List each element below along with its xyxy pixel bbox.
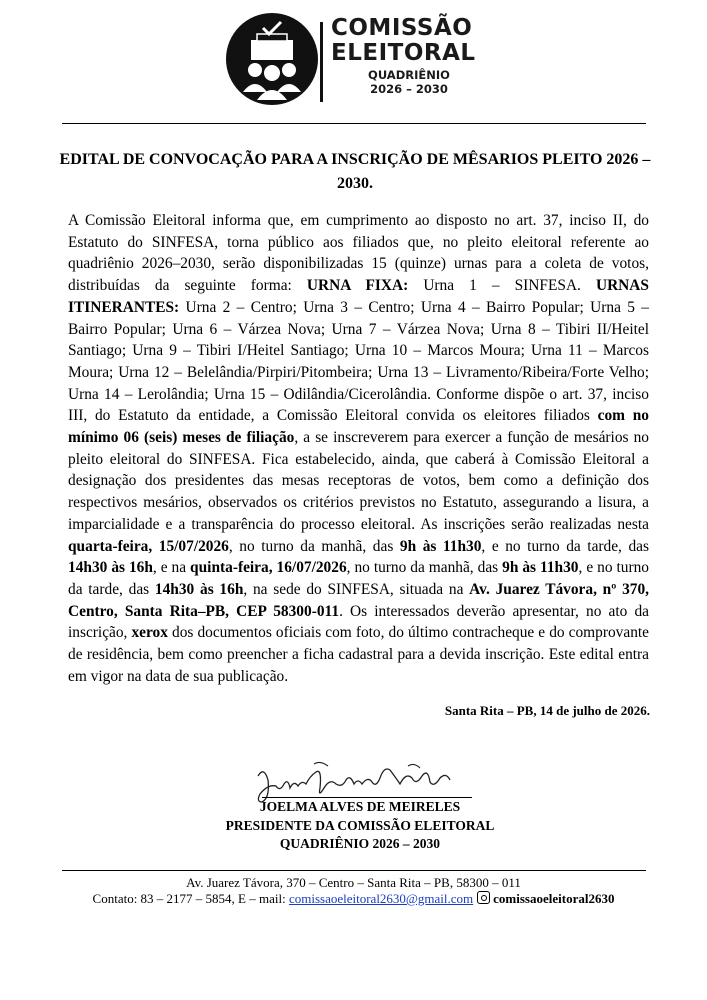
org-line2: ELEITORAL xyxy=(331,40,476,66)
email-link[interactable]: comissaoeleitoral2630@gmail.com xyxy=(288,891,474,906)
document-title: EDITAL DE CONVOCAÇÃO PARA A INSCRIÇÃO DE MÊSARIOS PLEITO 2026 – 2030. xyxy=(59,151,651,192)
footer-address: Av. Juarez Távora, 370 – Centro – Santa Rita – PB, 58300 – 011 xyxy=(186,875,521,890)
org-sub1: QUADRIÊNIO xyxy=(368,68,450,82)
body-bold: 9h às 11h30 xyxy=(502,559,579,577)
signature-block xyxy=(160,798,560,854)
body-bold: quinta-feira, 16/07/2026 xyxy=(190,559,347,577)
body-text: , e na xyxy=(152,559,191,577)
body-bold: 14h30 às 16h xyxy=(68,559,153,577)
footer-contact-prefix: Contato: 83 – 2177 – 5854, E – mail: xyxy=(92,891,289,906)
body-bold: xerox xyxy=(131,624,168,642)
body-text: , e no turno da tarde, das xyxy=(481,537,649,555)
org-sub2: 2026 – 2030 xyxy=(370,82,448,96)
body-text: , na sede do SINFESA, situada na xyxy=(243,580,470,598)
body-text: Urna 1 – SINFESA. xyxy=(408,277,596,295)
body-bold: URNA FIXA: xyxy=(306,277,409,295)
body-text: , a se inscreverem para exercer a função de mesários no pleito eleitoral do SINFESA. Fica estabelecido, ainda, que caberá à Comissão Eleitoral a designação dos presidentes das mesas receptoras de votos, bem como a definição dos respectivos mesários, observados os critérios previstos no Estatuto, assegurando a lisura, a imparcialidade e a transparência do processo eleitoral. As inscrições serão realizadas nesta xyxy=(68,429,650,533)
body-bold: 14h30 às 16h xyxy=(154,580,244,598)
body-text: , e no turno da tarde, das xyxy=(68,559,649,598)
footer-rule xyxy=(62,870,646,871)
body-bold: 9h às 11h30 xyxy=(399,537,482,555)
logo-divider xyxy=(320,22,323,102)
body-bold: Av. Juarez Távora, nº 370, Centro, Santa Rita–PB, CEP 58300-011 xyxy=(68,580,650,620)
body-paragraph xyxy=(68,210,649,687)
body-text: A Comissão Eleitoral informa que, em cumprimento ao disposto no art. 37, inciso II, do Estatuto do SINFESA, torna público aos filiados que, no pleito eleitoral referente ao quadriênio 2026–2030, serão disponibilizadas 15 (quinze) urnas para a coleta de votos, distribuídas da seguinte forma: xyxy=(68,212,649,295)
org-line1: COMISSÃO xyxy=(331,15,473,41)
commission-logo xyxy=(225,12,319,106)
place-date: Santa Rita – PB, 14 de julho de 2026. xyxy=(444,703,650,718)
instagram-icon xyxy=(477,891,490,904)
body-bold: quarta-feira, 15/07/2026 xyxy=(68,537,229,555)
signer-period: QUADRIÊNIO 2026 – 2030 xyxy=(279,836,441,851)
body-text: . Os interessados deverão apresentar, no ato da inscrição, xyxy=(68,602,649,642)
instagram-handle[interactable]: comissaoeleitoral2630 xyxy=(493,891,615,906)
commission-wordmark xyxy=(331,16,481,96)
footer-contact xyxy=(60,891,647,907)
signer-name: JOELMA ALVES DE MEIRELES xyxy=(259,799,461,814)
body-text: Urna 2 – Centro; Urna 3 – Centro; Urna 4 – Bairro Popular; Urna 5 – Bairro Popular; Urna 6 – Várzea Nova; Urna 7 – Várzea Nova; Urna 8 – Tibiri II/Heitel Santiago; Urna 9 – Tibiri I/Heitel Santiago; Urna 10 – Marcos Moura; Urna 11 – Marcos Moura; Urna 12 – Belelândia/Pirpiri/Pitombeira; Urna 13 – Livramento/Ribeira/Forte Velho; Urna 14 – Lerolândia; Urna 15 – Odilândia/Cicerolândia. Conforme dispõe o art. 37, inciso III, do Estatuto da entidade, a Comissão Eleitoral convida os eleitores filiados xyxy=(68,298,649,425)
body-text: dos documentos oficiais com foto, do último contracheque e do comprovante de residência, bem como preencher a ficha cadastral para a devida inscrição. Este edital entra em vigor na data de sua publicação. xyxy=(68,624,649,685)
body-bold: URNAS ITINERANTES: xyxy=(68,277,649,316)
body-text: , no turno da manhã, das xyxy=(228,537,400,555)
body-text: , no turno da manhã, das xyxy=(346,559,503,577)
ballot-box-people-icon xyxy=(225,12,319,106)
signer-role: PRESIDENTE DA COMISSÃO ELEITORAL xyxy=(225,817,495,833)
body-bold: com no mínimo 06 (seis) meses de filiação xyxy=(68,407,649,447)
header-rule xyxy=(62,123,646,124)
